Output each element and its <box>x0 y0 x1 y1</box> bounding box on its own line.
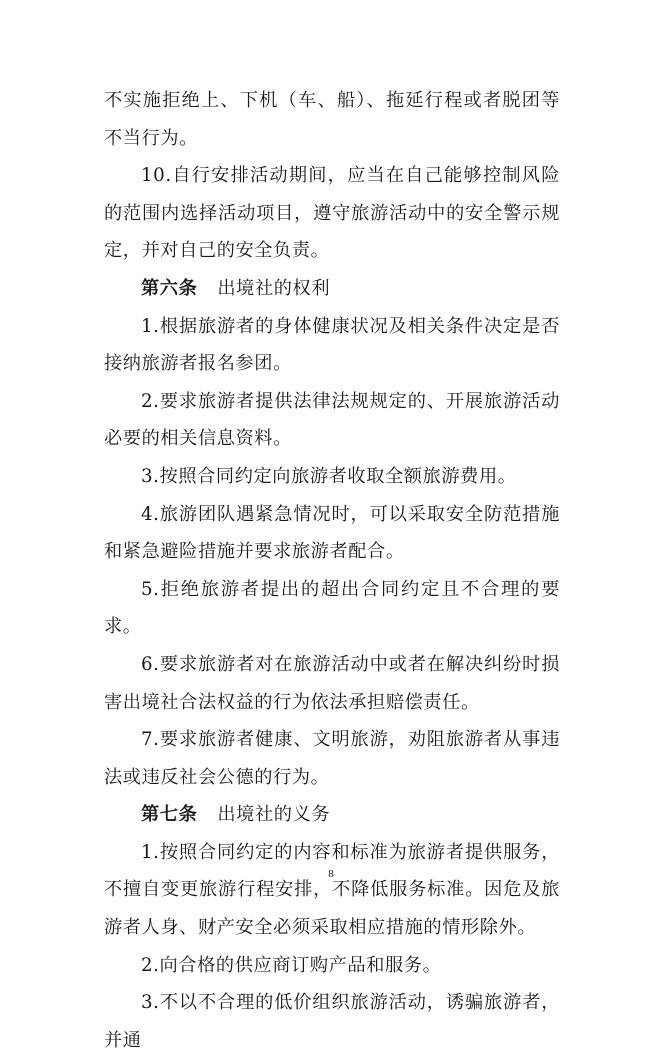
article-title: 出境社的权利 <box>217 277 331 299</box>
item-10-self-arranged-activities: 10.自行安排活动期间，应当在自己能够控制风险的范围内选择活动项目，遵守旅游活动中的安全警示规定，并对自己的安全负责。 <box>104 165 560 262</box>
article-7-item-1: 1.按照合同约定的内容和标准为旅游者提供服务，不擅自变更旅游行程安排，不降低服务标准。因危及旅游者人身、财产安全必须采取相应措施的情形除外。 <box>104 841 560 939</box>
article-7-heading <box>104 796 560 834</box>
article-6-item-6: 6.要求旅游者对在旅游活动中或者在解决纠纷时损害出境社合法权益的行为依法承担赔偿责任。 <box>104 653 560 713</box>
article-6-heading <box>104 270 560 308</box>
body-text <box>104 82 560 1059</box>
article-7-item-3: 3.不以不合理的低价组织旅游活动，诱骗旅游者，并通 <box>104 992 560 1051</box>
article-number: 第七条 <box>141 804 198 826</box>
article-number: 第六条 <box>141 277 198 299</box>
article-6-item-1: 1.根据旅游者的身体健康状况及相关条件决定是否接纳旅游者报名参团。 <box>104 315 560 375</box>
page-number: 8 <box>328 868 334 880</box>
article-title: 出境社的义务 <box>217 804 331 826</box>
paragraph-continuation: 不实施拒绝上、下机（车、船）、拖延行程或者脱团等不当行为。 <box>104 90 560 149</box>
article-6-item-7: 7.要求旅游者健康、文明旅游，劝阻旅游者从事违法或违反社会公德的行为。 <box>104 729 560 788</box>
article-6-item-5: 5.拒绝旅游者提出的超出合同约定且不合理的要求。 <box>104 578 560 638</box>
article-7-item-2: 2.向合格的供应商订购产品和服务。 <box>141 954 442 976</box>
article-6-item-2: 2.要求旅游者提供法律法规规定的、开展旅游活动必要的相关信息资料。 <box>104 390 560 450</box>
article-6-item-4: 4.旅游团队遇紧急情况时，可以采取安全防范措施和紧急避险措施并要求旅游者配合。 <box>104 503 560 563</box>
article-6-item-3: 3.按照合同约定向旅游者收取全额旅游费用。 <box>141 465 517 487</box>
